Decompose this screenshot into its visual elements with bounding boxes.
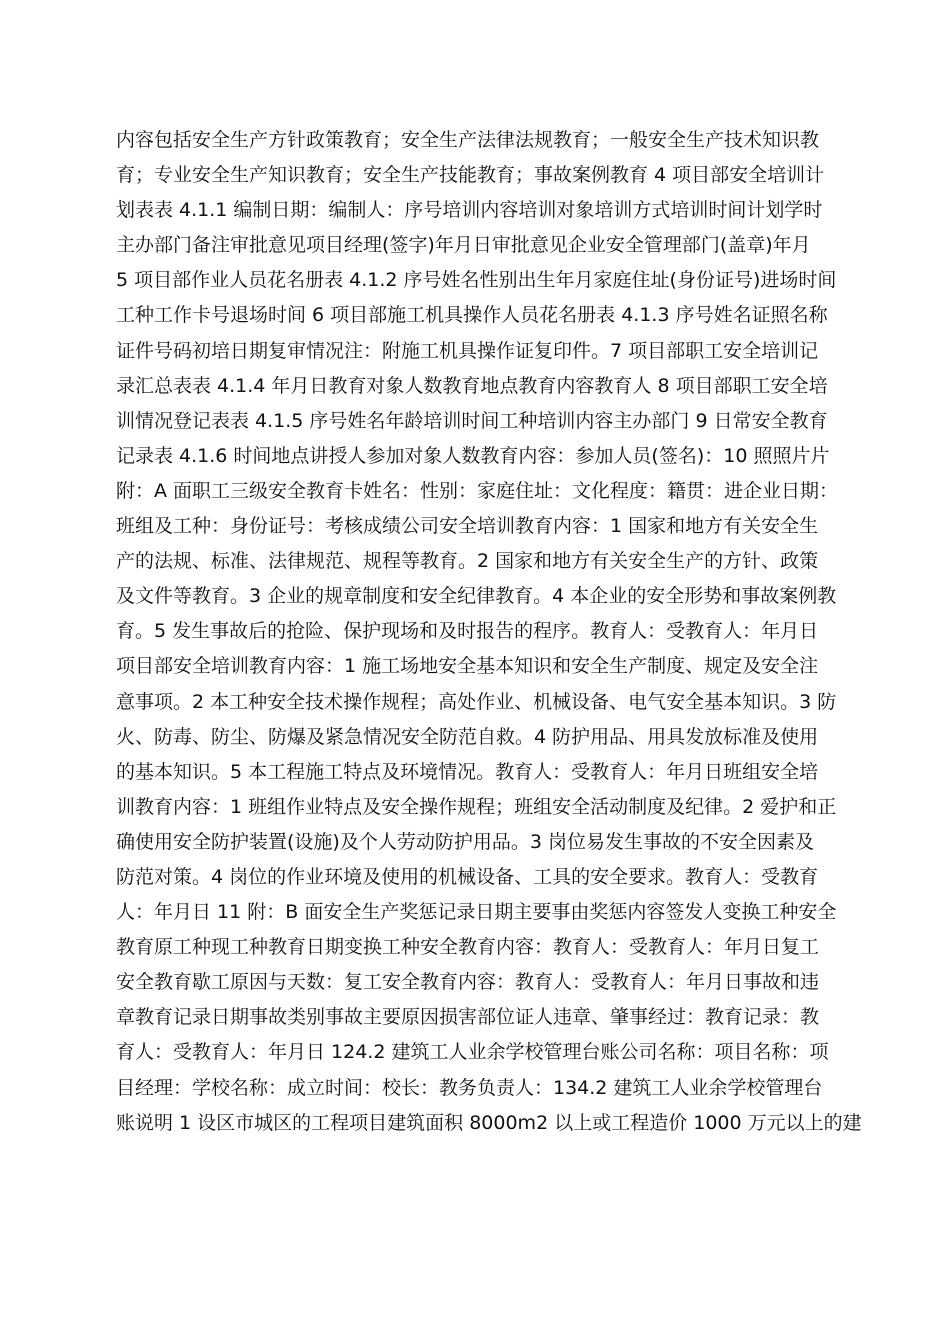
text-line: 账说明 1 设区市城区的工程项目建筑面积 8000m2 以上或工程造价 1000 万元以上的建	[116, 1111, 862, 1134]
text-line: 意事项。2 本工种安全技术操作规程；高处作业、机械设备、电气安全基本知识。3 防	[116, 690, 837, 713]
text-line: 目经理：学校名称：成立时间：校长：教务负责人：134.2 建筑工人业余学校管理台	[116, 1076, 823, 1099]
text-line: 的基本知识。5 本工程施工特点及环境情况。教育人：受教育人：年月日班组安全培	[116, 760, 819, 783]
text-line: 附：A 面职工三级安全教育卡姓名：性别：家庭住址：文化程度：籍贯：进企业日期：	[116, 479, 839, 502]
text-line: 安全教育歇工原因与天数：复工安全教育内容：教育人：受教育人：年月日事故和违	[116, 971, 820, 994]
text-line: 人：年月日 11 附：B 面安全生产奖惩记录日期主要事由奖惩内容签发人变换工种安全	[116, 901, 837, 924]
text-line: 及文件等教育。3 企业的规章制度和安全纪律教育。4 本企业的安全形势和事故案例教	[116, 585, 837, 608]
text-line: 训情况登记表表 4.1.5 序号姓名年龄培训时间工种培训内容主办部门 9 日常安全教育	[116, 409, 828, 432]
text-line: 育；专业安全生产知识教育；安全生产技能教育；事故案例教育 4 项目部安全培训计	[116, 164, 825, 187]
text-line: 教育原工种现工种教育日期变换工种安全教育内容：教育人：受教育人：年月日复工	[116, 936, 820, 959]
text-line: 划表表 4.1.1 编制日期：编制人：序号培训内容培训对象培训方式培训时间计划学时	[116, 199, 823, 222]
text-line: 内容包括安全生产方针政策教育；安全生产法律法规教育；一般安全生产技术知识教	[116, 129, 820, 151]
text-line: 防范对策。4 岗位的作业环境及使用的机械设备、工具的安全要求。教育人：受教育	[116, 865, 819, 888]
text-line: 训教育内容：1 班组作业特点及安全操作规程；班组安全活动制度及纪律。2 爱护和正	[116, 795, 837, 818]
text-line: 火、防毒、防尘、防爆及紧急情况安全防范自救。4 防护用品、用具发放标准及使用	[116, 725, 819, 748]
body-text	[116, 123, 862, 1141]
text-line: 育人：受教育人：年月日 124.2 建筑工人业余学校管理台账公司名称：项目名称：项	[116, 1041, 829, 1064]
text-line: 育。5 发生事故后的抢险、保护现场和及时报告的程序。教育人：受教育人：年月日	[116, 620, 819, 643]
text-line: 产的法规、标准、法律规范、规程等教育。2 国家和地方有关安全生产的方针、政策	[116, 550, 819, 573]
text-line: 证件号码初培日期复审情况注：附施工机具操作证复印件。7 项目部职工安全培训记	[116, 339, 819, 362]
text-line: 班组及工种：身份证号：考核成绩公司安全培训教育内容：1 国家和地方有关安全生	[116, 515, 819, 538]
text-line: 录汇总表表 4.1.4 年月日教育对象人数教育地点教育内容教育人 8 项目部职工安全培	[116, 374, 828, 397]
text-line: 确使用安全防护装置(设施)及个人劳动防护用品。3 岗位易发生事故的不安全因素及	[116, 830, 814, 853]
text-line: 主办部门备注审批意见项目经理(签字)年月日审批意见企业安全管理部门(盖章)年月	[116, 234, 811, 257]
text-line: 项目部安全培训教育内容：1 施工场地安全基本知识和安全生产制度、规定及安全注	[116, 655, 819, 678]
text-line: 5 项目部作业人员花名册表 4.1.2 序号姓名性别出生年月家庭住址(身份证号)进场时间	[116, 269, 837, 292]
text-line: 记录表 4.1.6 时间地点讲授人参加对象人数教育内容：参加人员(签名)：10 照照片片	[116, 444, 830, 467]
text-line: 章教育记录日期事故类别事故主要原因损害部位证人违章、肇事经过：教育记录：教	[116, 1006, 820, 1029]
text-line: 工种工作卡号退场时间 6 项目部施工机具操作人员花名册表 4.1.3 序号姓名证照名称	[116, 304, 828, 327]
